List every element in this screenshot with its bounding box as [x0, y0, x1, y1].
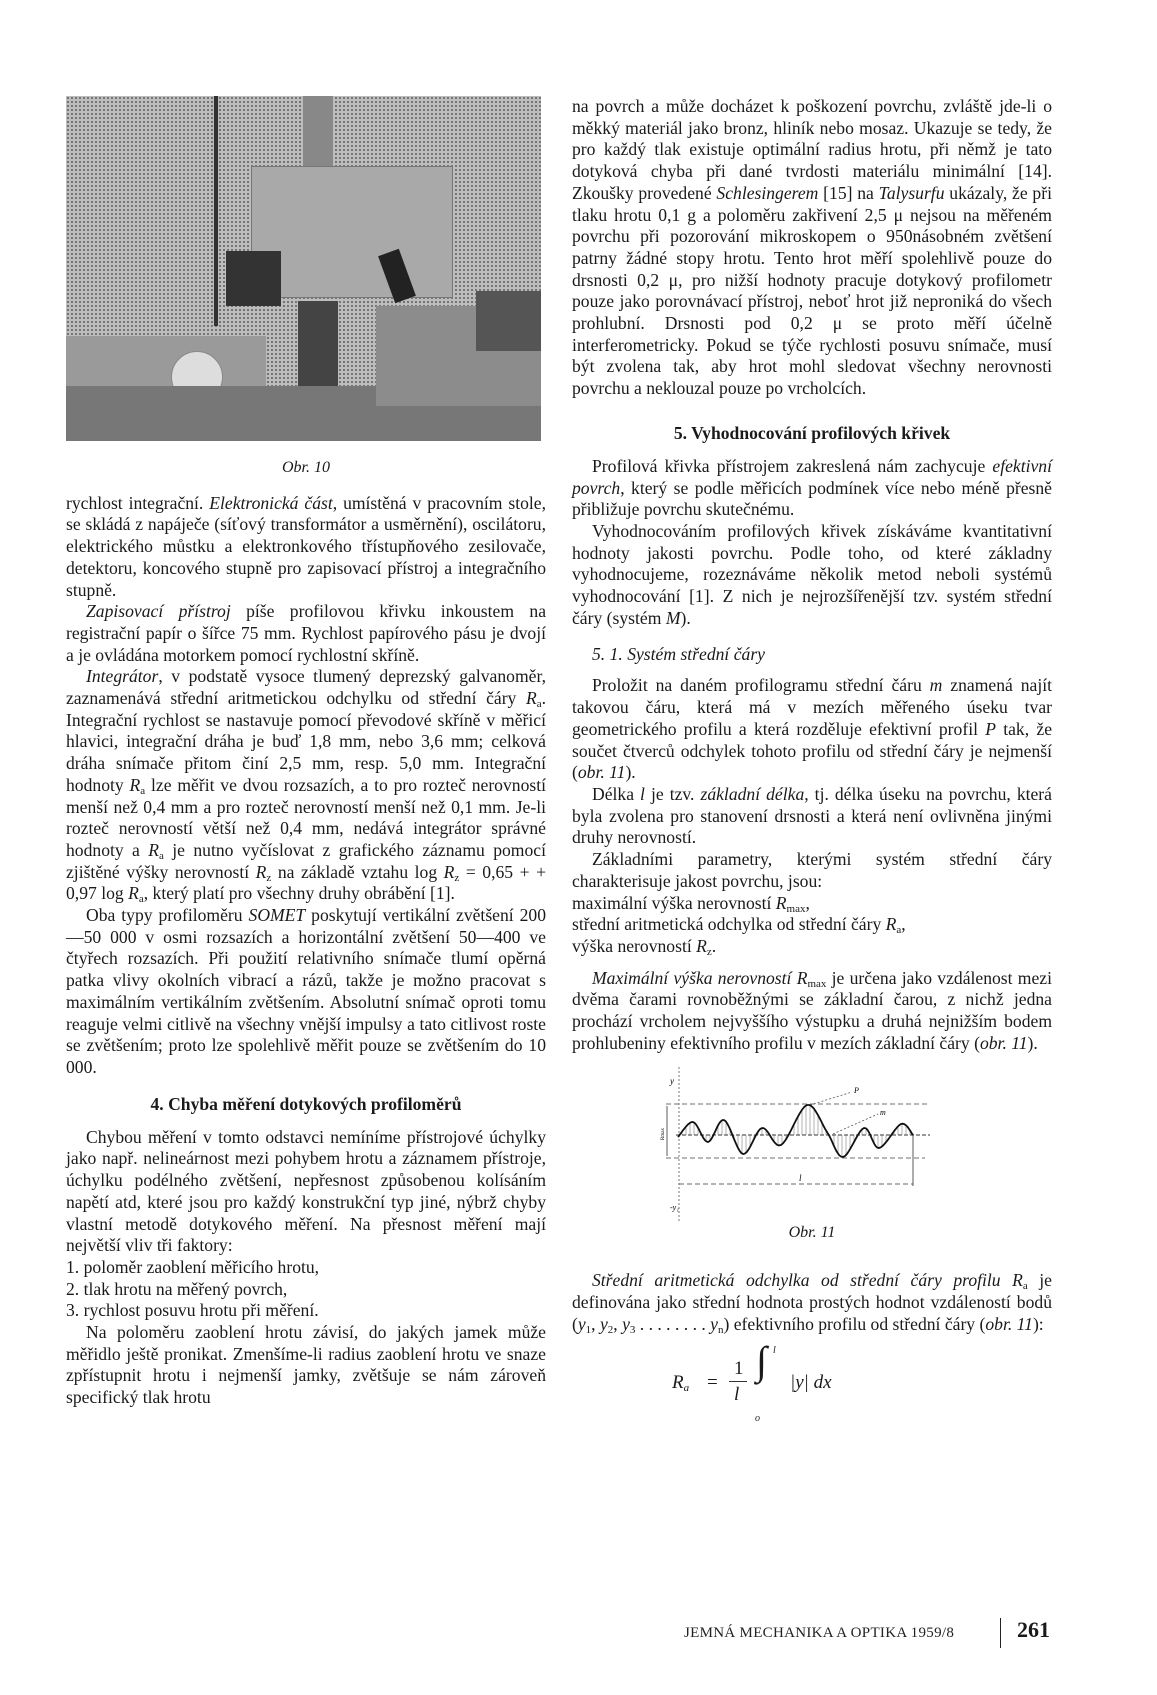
math-subscript: z: [706, 945, 712, 958]
profile-leader: [810, 1092, 852, 1105]
figure-11-caption: Obr. 11: [788, 1224, 836, 1242]
math-subscript: max: [786, 902, 806, 915]
rmax-label: Rmax: [661, 1128, 666, 1141]
math-subscript: a: [536, 698, 542, 711]
italic-text: m: [929, 675, 943, 696]
text-run: .: [711, 935, 717, 956]
formula-integral: ∫: [756, 1337, 767, 1383]
math-variable: R: [148, 839, 159, 860]
formula-lower-limit: o: [755, 1412, 760, 1424]
text-run: na základě vztahu log: [271, 861, 444, 882]
math-variable: R: [885, 914, 897, 935]
paragraph: [66, 1322, 546, 1409]
math-subscript: 2: [607, 1323, 614, 1336]
formula-sub: a: [683, 1381, 690, 1394]
left-column: [66, 96, 546, 1409]
text-run: píše profilovou křivku inkoustem na registrační papír o šířce 75 mm. Rychlost papírového pásu je dvojí a je ovládána motorkem pomocí rychlostní skříně.: [66, 601, 547, 665]
italic-text: Maximální výška nerovností: [592, 967, 792, 988]
math-subscript: a: [138, 893, 144, 906]
paragraph: [66, 493, 546, 602]
figure-10-photo: [66, 96, 541, 441]
text-run: [15] na: [818, 182, 879, 203]
italic-text: Talysurfu: [878, 182, 945, 203]
math-subscript: z: [454, 871, 460, 884]
math-variable: R: [775, 892, 787, 913]
math-variable: y: [599, 1313, 608, 1334]
text-run: ,: [901, 914, 906, 935]
paragraph: [66, 666, 546, 905]
midline-leader: [833, 1114, 878, 1134]
paragraph: [66, 1127, 546, 1257]
paragraph: [66, 601, 546, 666]
italic-text: obr. 11: [985, 1313, 1033, 1334]
formula-lhs: [672, 1372, 689, 1394]
text-run: Profilová křivka přístrojem zakreslená nám zachycuje: [592, 455, 993, 476]
math-subscript: z: [266, 871, 272, 884]
text-run: Délka: [592, 783, 641, 804]
parameter-item: [572, 914, 1052, 936]
ra-formula: [572, 1337, 1052, 1424]
italic-text: Integrátor: [86, 666, 159, 687]
formula-var: R: [672, 1371, 684, 1393]
neg-y-label: -y₁: [670, 1203, 679, 1213]
length-label: l: [799, 1173, 802, 1184]
text-run: rychlost integrační.: [66, 492, 210, 513]
math-variable: R: [129, 774, 141, 795]
math-subscript: max: [807, 977, 827, 990]
list-item: 2. tlak hrotu na měřený povrch,: [66, 1278, 288, 1299]
text-run: , tj. délka úseku na povrchu, která byla zvolena pro stanovení drsnosti a která není ovlivněna jinými druhy nerovností.: [572, 783, 1052, 848]
formula-equals: =: [707, 1371, 718, 1393]
paragraph: [572, 521, 1052, 630]
formula-upper-limit: l: [773, 1344, 776, 1356]
text-run: znamená najít takovou čáru, která má v mezích měřeného úseku tvar geometrického profilu a která rozděluje efektivní profil: [572, 675, 1052, 739]
text-run: je určena jako vzdálenost mezi dvěma čarami rovnoběžnými se základní čarou, z nichž jedna prochází vrcholem nejvyššího výstupku a druhá nejnižším bodem prohlubeniny efektivního profilu v mezích základní čáry (: [572, 967, 1052, 1053]
italic-text: základní délka: [700, 783, 805, 804]
italic-text: Zapisovací přístroj: [86, 601, 231, 622]
text-run: . . . . . . . .: [635, 1313, 711, 1334]
text-run: Oba typy profiloměru: [86, 905, 249, 926]
text-run: je nutno vyčíslovat z grafického záznamu pomocí zjištěné výšky nerovností: [66, 839, 546, 882]
text-run: je definována jako střední hodnota prostých hodnot vzdáleností bodů (: [572, 1270, 1052, 1334]
text-run: , umístěná v pracovním stole, se skládá z napáječe (síťový transformátor a usměrnění), oscilátoru, elektrického můstku a elektronkového třístupňového zesilovače, detektoru, koncového stupně pro zapisovací přístroj a integračního stupně.: [66, 492, 546, 600]
paragraph: [572, 968, 1052, 1055]
math-variable: R: [128, 883, 139, 904]
page-number: 261: [1017, 1617, 1050, 1642]
formula-numerator: 1: [734, 1357, 744, 1379]
math-subscript: 3: [629, 1323, 636, 1336]
paragraph: [572, 849, 1052, 892]
paragraph: [572, 784, 1052, 849]
italic-text: Střední aritmetická odchylka od střední čáry profilu: [592, 1270, 1001, 1291]
y-axis-label: y: [670, 1076, 674, 1087]
paragraph: [572, 456, 1052, 521]
text-run: , který platí pro všechny druhy obrábění [1].: [143, 883, 455, 904]
math-subscript: n: [717, 1323, 724, 1336]
italic-text: obr. 11: [979, 1032, 1028, 1053]
formula-denominator: l: [734, 1383, 740, 1405]
text-run: maximální výška nerovností: [572, 892, 776, 913]
paragraph: [66, 905, 546, 1079]
figure-10-caption: Obr. 10: [281, 459, 330, 476]
text-run: je tzv.: [644, 783, 701, 804]
paragraph: [572, 96, 1052, 400]
text-run: ).: [680, 607, 691, 628]
text-run: [1001, 1270, 1013, 1290]
text-run: ):: [1032, 1313, 1044, 1334]
text-run: ukázaly, že při tlaku hrotu 0,1 g a poloměru zakřivení 2,5 μ nejsou na měřeném povrchu při pozorování mikroskopem o 950násobném zvětšení patrny žádné stopy hrotu. Tento hrot měří spolehlivě pouze do drsnosti 0,2 μ, pro nižší hodnoty pracuje dotykový profilometr pouze jako porovnávací přístroj, neboť hrot již neproniká do všech prohlubní. Drsnosti pod 0,2 μ se proto měří účelně interferometricky. Pokud se týče rychlosti posuvu snímače, musí být zvolena tak, aby hrot mohl sledovat všechny nerovnosti povrchu a neklouzal pouze po vrcholcích.: [572, 182, 1052, 399]
italic-text: M: [665, 607, 681, 628]
midline-label: m: [880, 1108, 886, 1118]
profile-label: P: [854, 1086, 859, 1096]
section-heading-4: 4. Chyba měření dotykových profiloměrů: [150, 1093, 462, 1114]
parameter-item: [572, 936, 1052, 958]
text-run: ,: [805, 892, 810, 913]
text-run: = 0,65 + + 0,97 log: [66, 861, 546, 904]
math-variable: y: [622, 1313, 630, 1334]
subsection-heading-5-1: 5. 1. Systém střední čáry: [592, 644, 765, 665]
math-variable: R: [255, 861, 267, 882]
italic-text: Elektronická část: [209, 492, 333, 513]
math-subscript: a: [1022, 1280, 1028, 1293]
math-subscript: a: [896, 924, 902, 937]
math-variable: y: [710, 1313, 718, 1334]
text-run: lze měřit ve dvou rozsazích, a to pro rozteč nerovností menší než 0,4 mm a pro rozteč nerovností menší než 0,1 mm. Je-li rozteč nerovností větší než 0,4 mm, nedává integrátor správné hodnoty a: [66, 774, 546, 860]
profile-diagram: [640, 1062, 940, 1237]
journal-footer: JEMNÁ MECHANIKA A OPTIKA 1959/8: [684, 1625, 955, 1641]
text-run: ).: [1027, 1032, 1038, 1053]
text-run: ).: [625, 762, 636, 783]
math-variable: y: [577, 1313, 586, 1334]
italic-text: P: [985, 718, 996, 739]
math-variable: R: [696, 935, 707, 956]
text-run: výška nerovností: [572, 935, 697, 956]
text-run: . Integrační rychlost se nastavuje pomocí převodové skříně v měřicí hlavici, integrační dráha je buď 1,8 mm, nebo 3,6 mm; celková dráha snímače přitom činí 2,5 mm, resp. 5,0 mm. Integrační hodnoty: [66, 688, 546, 795]
italic-text: efektivní povrch: [572, 455, 1052, 498]
text-run: ) efektivního profilu od střední čáry (: [723, 1313, 986, 1334]
text-run: Chybou měření v tomto odstavci nemíníme přístrojové úchylky jako např. nelineárnost mezi pohybem hrotu a záznamem přístroje, úchylku podélného zvětšení, nepřesnost způsobenou kolísáním napětí atd, které jsou pro každý konstrukční typ jiné, nýbrž chyby vlastní metodě dotykového měření. Na přesnost měření mají největší vliv tři faktory:: [66, 1126, 546, 1256]
paragraph: [572, 675, 1052, 784]
text-run: ,: [613, 1313, 623, 1334]
list-item: 1. poloměr zaoblení měřicího hrotu,: [66, 1256, 320, 1277]
italic-text: l: [640, 783, 645, 804]
profile-curve-P: [678, 1105, 913, 1157]
footer-divider: [1000, 1618, 1001, 1648]
italic-text: obr. 11: [577, 762, 626, 783]
paragraph: [572, 1270, 1052, 1335]
text-run: ,: [591, 1313, 600, 1334]
text-run: Na poloměru zaoblení hrotu závisí, do jakých jamek může měřidlo ještě pronikat. Zmenšíme-li radius zaoblení hrotu ve snaze zpřístupnit hrotu i nejmenší jamky, zvětšuje se nám zároveň specifický tlak hrotu: [66, 1322, 546, 1408]
text-run: , v podstatě vysoce tlumený deprezský galvanoměr, zaznamenává střední aritmetickou odchylku od střední čáry: [66, 666, 546, 709]
italic-text: Schlesingerem: [716, 182, 819, 203]
text-run: Základními parametry, kterými systém střední čáry charakterisuje jakost povrchu, jsou:: [572, 849, 1052, 891]
parameter-item: [572, 893, 1052, 915]
math-variable: R: [525, 688, 537, 709]
text-run: poskytují vertikální zvětšení 200—50 000 v osmi rozsazích a horizontální zvětšení 50—400 ve čtyřech rozsazích. Při použití relativního snímače tlumí opěrná patka vlivy okolních vibrací a rázů, takže je možno pracovat s maximálním vertikálním zvětšením. Absolutní snímač oproti tomu reaguje velmi citlivě na všechny vnější impulsy a tato citlivost roste se zvětšením; proto lze spolehlivě měřit pouze se zvětšením do 10 000.: [66, 905, 547, 1077]
text-run: Proložit na daném profilogramu střední čáru: [592, 675, 930, 696]
math-variable: R: [796, 967, 808, 988]
text-run: na povrch a může docházet k poškození povrchu, zvláště jde-li o měkký materiál jako bronz, hliník nebo mosaz. Ukazuje se tedy, že pro každý tlak existuje optimální radius hrotu, při němž je tato dotyková chyba při dané tvrdosti materiálu minimální [14]. Zkoušky provedené: [572, 96, 1052, 203]
figure-11: [572, 1062, 1052, 1252]
text-run: , který se podle měřicích podmínek více nebo méně přesně přibližuje povrchu skutečnému.: [572, 477, 1052, 520]
math-subscript: a: [140, 784, 146, 797]
section-heading-5: 5. Vyhodnocování profilových křivek: [673, 422, 951, 443]
list-item: 3. rychlost posuvu hrotu při měření.: [66, 1300, 319, 1321]
math-variable: R: [1012, 1270, 1023, 1291]
italic-text: SOMET: [248, 905, 306, 926]
text-run: tak, že součet čtverců odchylek tohoto profilu od střední čáry je nejmenší (: [572, 718, 1052, 783]
math-subscript: a: [159, 849, 164, 862]
text-run: střední aritmetická odchylka od střední čáry: [572, 914, 886, 935]
math-variable: R: [443, 861, 455, 882]
math-subscript: 1: [585, 1323, 592, 1336]
right-column: [572, 96, 1052, 1424]
formula-integrand: |y| dx: [790, 1371, 832, 1393]
text-run: Vyhodnocováním profilových křivek získáváme kvantitativní hodnoty jakosti povrchu. Podle toho, od které základny vyhodnocujeme, rozeznáváme několik metod neboli systémů vyhodnocování [1]. Z nich je nejrozšířenější tzv. systém střední čáry (systém: [572, 520, 1052, 628]
